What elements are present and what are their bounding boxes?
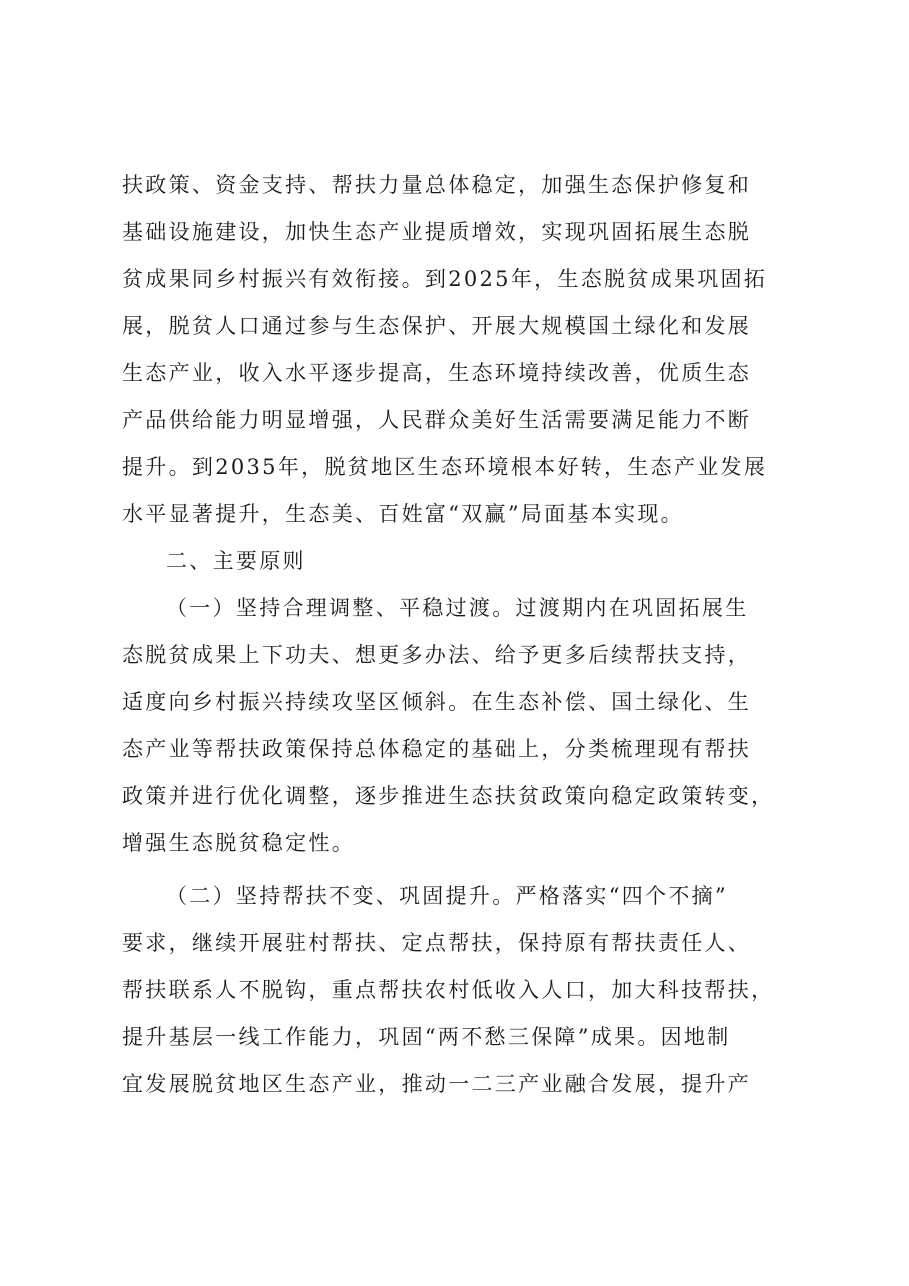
text-line: （一）坚持合理调整、平稳过渡。过渡期内在巩固拓展生 xyxy=(166,596,749,620)
text-line: 提升基层一线工作能力，巩固“两不愁三保障”成果。因地制 xyxy=(122,1025,731,1049)
text-line: 生态产业，收入水平逐步提高，生态环境持续改善，优质生态 xyxy=(122,361,752,385)
section-heading: 二、主要原则 xyxy=(166,549,306,573)
text-line: 水平显著提升，生态美、百姓富“双赢”局面基本实现。 xyxy=(122,502,684,526)
text-line: 扶政策、资金支持、帮扶力量总体稳定，加强生态保护修复和 xyxy=(122,173,752,197)
text-line: 态脱贫成果上下功夫、想更多办法、给予更多后续帮扶支持， xyxy=(122,643,752,667)
text-line: 宜发展脱贫地区生态产业，推动一二三产业融合发展，提升产 xyxy=(122,1072,752,1096)
text-line: 产品供给能力明显增强，人民群众美好生活需要满足能力不断 xyxy=(122,408,752,432)
paragraph-principle-1 xyxy=(122,585,794,867)
paragraph-goals xyxy=(122,162,794,538)
text-line: 贫成果同乡村振兴有效衔接。到2025年，生态脱贫成果巩固拓 xyxy=(122,267,768,291)
text-line: 态产业等帮扶政策保持总体稳定的基础上，分类梳理现有帮扶 xyxy=(122,737,752,761)
document-body xyxy=(122,162,794,1108)
text-line: 帮扶联系人不脱钩，重点帮扶农村低收入人口，加大科技帮扶， xyxy=(122,978,775,1002)
paragraph-principle-2 xyxy=(122,873,794,1108)
text-line: 政策并进行优化调整，逐步推进生态扶贫政策向稳定政策转变， xyxy=(122,784,775,808)
text-line: 基础设施建设，加快生态产业提质增效，实现巩固拓展生态脱 xyxy=(122,220,752,244)
text-line: 增强生态脱贫稳定性。 xyxy=(122,831,355,855)
text-line: 适度向乡村振兴持续攻坚区倾斜。在生态补偿、国土绿化、生 xyxy=(122,690,752,714)
text-line: 提升。到2035年，脱贫地区生态环境根本好转，生态产业发展 xyxy=(122,455,768,479)
text-line: 要求，继续开展驻村帮扶、定点帮扶，保持原有帮扶责任人、 xyxy=(122,931,752,955)
text-line: （二）坚持帮扶不变、巩固提升。严格落实“四个不摘” xyxy=(166,884,728,908)
text-line: 展，脱贫人口通过参与生态保护、开展大规模国土绿化和发展 xyxy=(122,314,752,338)
